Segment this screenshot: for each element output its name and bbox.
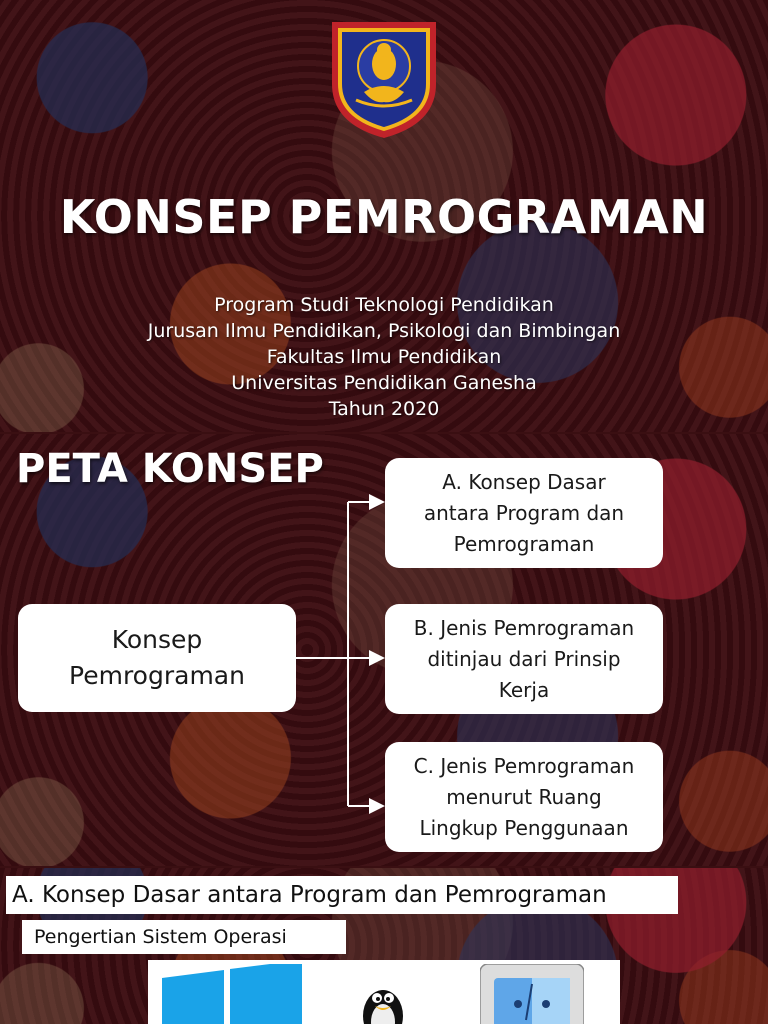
- subtitle-line-fakultas: Fakultas Ilmu Pendidikan: [266, 346, 502, 368]
- box-b-line-3: Kerja: [498, 677, 550, 702]
- subtitle-line-jurusan: Jurusan Ilmu Pendidikan, Psikologi dan Bimbingan: [147, 320, 621, 342]
- concept-map-title: PETA KONSEP: [16, 446, 324, 492]
- section-subheader: Pengertian Sistem Operasi: [22, 920, 346, 954]
- mac-finder-icon: [480, 964, 584, 1024]
- title-slide: [0, 0, 768, 432]
- main-box-line-1: Konsep: [111, 625, 203, 654]
- box-b-line-2: ditinjau dari Prinsip: [427, 646, 621, 671]
- subtitle-line-tahun: Tahun 2020: [328, 398, 440, 420]
- subtitle-line-program: Program Studi Teknologi Pendidikan: [214, 294, 554, 316]
- windows-logo-icon: [162, 964, 302, 1024]
- concept-box-main: [18, 604, 296, 712]
- box-a-line-2: antara Program dan: [423, 500, 625, 525]
- slide-subtitle: [0, 292, 768, 422]
- concept-box-c: [385, 742, 663, 852]
- subtitle-line-universitas: Universitas Pendidikan Ganesha: [231, 372, 537, 394]
- box-a-line-1: A. Konsep Dasar: [442, 469, 606, 494]
- undiksha-logo: [322, 14, 446, 142]
- concept-map-slide: [0, 434, 768, 866]
- concept-box-b: [385, 604, 663, 714]
- os-definition-slide: [0, 868, 768, 1024]
- box-c-line-1: C. Jenis Pemrograman: [413, 753, 635, 778]
- box-c-line-3: Lingkup Penggunaan: [419, 815, 629, 840]
- section-header: A. Konsep Dasar antara Program dan Pemrograman: [6, 876, 678, 914]
- box-a-line-3: Pemrograman: [453, 531, 595, 556]
- main-box-line-2: Pemrograman: [69, 661, 245, 690]
- box-c-line-2: menurut Ruang: [446, 784, 602, 809]
- concept-box-a: [385, 458, 663, 568]
- os-logos-panel: [148, 960, 620, 1024]
- slide-title: KONSEP PEMROGRAMAN: [59, 190, 709, 244]
- linux-tux-icon: [360, 980, 406, 1024]
- box-b-line-1: B. Jenis Pemrograman: [413, 615, 635, 640]
